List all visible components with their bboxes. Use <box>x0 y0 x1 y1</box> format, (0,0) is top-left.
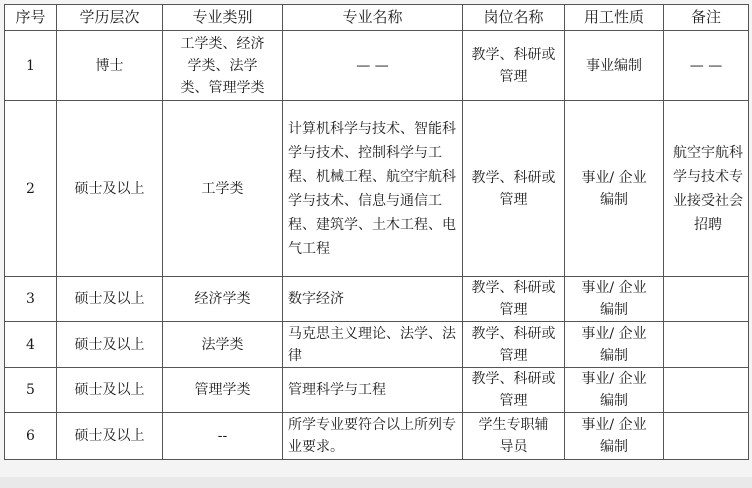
cell-position-text: 学生专职辅导员 <box>478 417 549 455</box>
cell-remark <box>664 413 749 460</box>
cell-category: 工学类 <box>163 101 283 277</box>
cell-employment-text: 事业/ 企业编制 <box>581 371 647 409</box>
cell-no: 4 <box>5 322 57 368</box>
cell-remark <box>664 101 749 277</box>
table-header-row <box>5 5 749 31</box>
cell-employment <box>565 413 664 460</box>
cell-category: 经济学类 <box>163 277 283 322</box>
cell-position <box>463 368 565 413</box>
cell-major: 所学专业要符合以上所列专业要求。 <box>283 413 463 460</box>
cell-no: 1 <box>5 31 57 101</box>
table-row <box>5 413 749 460</box>
cell-remark-text: 航空宇航科学与技术专业接受社会招聘 <box>673 144 743 233</box>
cell-position-text: 教学、科研或管理 <box>471 325 556 364</box>
cell-employment <box>565 277 664 322</box>
recruitment-table <box>4 4 749 460</box>
cell-no: 3 <box>5 277 57 322</box>
cell-remark <box>664 322 749 368</box>
table-row <box>5 277 749 322</box>
table-row <box>5 31 749 101</box>
cell-major: 计算机科学与技术、智能科学与技术、控制科学与工程、机械工程、航空宇航科学与技术、信息与通信工程、建筑学、土木工程、电气工程 <box>283 101 463 277</box>
cell-employment <box>565 322 664 368</box>
cell-major: 管理科学与工程 <box>283 368 463 413</box>
cell-remark <box>664 277 749 322</box>
cell-position-text: 教学、科研或管理 <box>471 280 556 318</box>
table-row <box>5 322 749 368</box>
cell-category: 管理学类 <box>163 368 283 413</box>
cell-position <box>463 413 565 460</box>
cell-employment-text: 事业/ 企业编制 <box>581 325 647 364</box>
cell-position-text: 教学、科研或管理 <box>471 46 556 85</box>
header-position: 岗位名称 <box>463 5 565 31</box>
cell-major: 马克思主义理论、法学、法律 <box>283 322 463 368</box>
header-no: 序号 <box>5 5 57 31</box>
cell-no: 2 <box>5 101 57 277</box>
cell-remark: — — <box>664 31 749 101</box>
cell-major: 数字经济 <box>283 277 463 322</box>
cell-degree: 硕士及以上 <box>57 368 163 413</box>
cell-degree: 硕士及以上 <box>57 101 163 277</box>
header-remark: 备注 <box>664 5 749 31</box>
header-major: 专业名称 <box>283 5 463 31</box>
cell-position-text: 教学、科研或管理 <box>471 169 556 208</box>
header-employment: 用工性质 <box>565 5 664 31</box>
cell-no: 6 <box>5 413 57 460</box>
cell-no: 5 <box>5 368 57 413</box>
cell-degree: 硕士及以上 <box>57 277 163 322</box>
cell-employment-text: 事业/ 企业编制 <box>581 169 647 208</box>
cell-position-text: 教学、科研或管理 <box>471 371 556 409</box>
cell-category-text: 工学类、经济学类、法学类、管理学类 <box>180 35 265 96</box>
cell-position <box>463 277 565 322</box>
header-degree: 学历层次 <box>57 5 163 31</box>
cell-degree: 博士 <box>57 31 163 101</box>
cell-major: — — <box>283 31 463 101</box>
cell-position <box>463 101 565 277</box>
cell-employment-text: 事业/ 企业编制 <box>581 280 647 318</box>
cell-category: 法学类 <box>163 322 283 368</box>
page-bottom-strip <box>0 477 752 488</box>
cell-employment <box>565 101 664 277</box>
cell-degree: 硕士及以上 <box>57 413 163 460</box>
cell-employment-text: 事业/ 企业编制 <box>581 417 647 455</box>
cell-category <box>163 31 283 101</box>
table-row <box>5 101 749 277</box>
cell-position <box>463 31 565 101</box>
table-row <box>5 368 749 413</box>
cell-degree: 硕士及以上 <box>57 322 163 368</box>
header-category: 专业类别 <box>163 5 283 31</box>
cell-employment <box>565 368 664 413</box>
cell-position <box>463 322 565 368</box>
cell-category: -- <box>163 413 283 460</box>
cell-remark <box>664 368 749 413</box>
cell-employment: 事业编制 <box>565 31 664 101</box>
